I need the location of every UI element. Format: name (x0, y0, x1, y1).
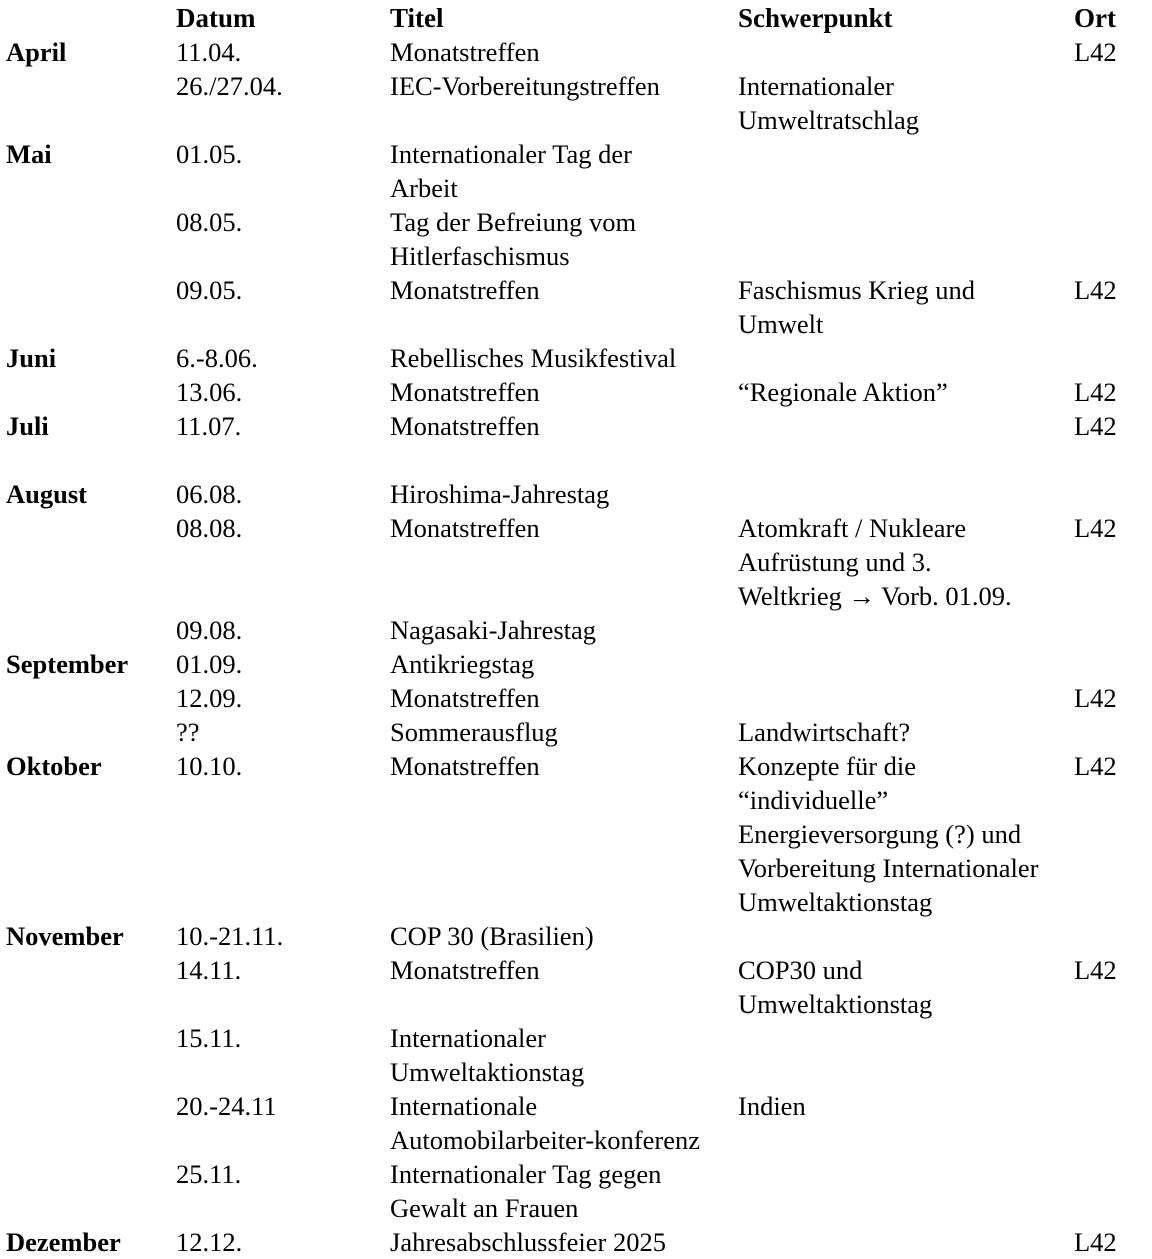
focus-cell (738, 443, 1074, 477)
date-cell: 11.07. (176, 411, 242, 441)
month-cell: Dezember (6, 1227, 121, 1257)
table-row (6, 409, 1146, 443)
focus-cell: COP30 und Umweltaktionstag (738, 955, 933, 1019)
date-cell: 12.09. (176, 683, 243, 713)
date-cell: 06.08. (176, 479, 243, 509)
date-cell: 09.05. (176, 275, 243, 305)
place-cell: L42 (1074, 683, 1117, 713)
focus-cell: Konzepte für die “individuelle” Energieversorgung (?) und Vorbereitung Internationaler Umweltaktionstag (738, 751, 1039, 917)
place-cell (1074, 69, 1146, 137)
place-cell (1074, 443, 1146, 477)
table-row (6, 69, 1146, 137)
title-cell: Antikriegstag (390, 649, 535, 679)
month-cell: November (6, 921, 124, 951)
focus-cell (738, 1157, 1074, 1225)
date-cell: 20.-24.11 (176, 1091, 277, 1121)
table-row (6, 1021, 1146, 1089)
table-row (6, 375, 1146, 409)
date-cell: 13.06. (176, 377, 243, 407)
title-cell: Monatstreffen (390, 411, 540, 441)
date-cell: 11.04. (176, 37, 242, 67)
table-row (6, 613, 1146, 647)
focus-cell: Landwirtschaft? (738, 717, 911, 747)
month-cell (6, 443, 176, 477)
table-row (6, 137, 1146, 205)
month-cell: Oktober (6, 751, 102, 781)
place-cell: L42 (1074, 275, 1117, 305)
focus-cell (738, 647, 1074, 681)
header-place: Ort (1074, 3, 1116, 33)
table-row (6, 1089, 1146, 1157)
header-row (6, 1, 1146, 35)
focus-cell (738, 1021, 1074, 1089)
table-row (6, 749, 1146, 919)
month-cell: September (6, 649, 129, 679)
header-month (6, 1, 176, 35)
table-row (6, 919, 1146, 953)
place-cell: L42 (1074, 411, 1117, 441)
month-cell (6, 1157, 176, 1225)
date-cell: 26./27.04. (176, 71, 283, 101)
table-row (6, 35, 1146, 69)
date-cell: 6.-8.06. (176, 343, 258, 373)
title-cell: COP 30 (Brasilien) (390, 921, 594, 951)
focus-cell: Internationaler Umweltratschlag (738, 71, 920, 135)
month-cell (6, 511, 176, 613)
date-cell: 15.11. (176, 1023, 242, 1053)
title-cell: Rebellisches Musikfestival (390, 343, 677, 373)
date-cell: 14.11. (176, 955, 242, 985)
title-cell: Internationaler Umweltaktionstag (390, 1023, 585, 1087)
table-row (6, 511, 1146, 613)
table-row (6, 443, 1146, 477)
focus-cell (738, 477, 1074, 511)
place-cell (1074, 1089, 1146, 1157)
date-cell: 08.08. (176, 513, 243, 543)
month-cell (6, 953, 176, 1021)
date-cell: 01.05. (176, 139, 243, 169)
date-cell (176, 443, 390, 477)
focus-cell (738, 205, 1074, 273)
month-cell (6, 1021, 176, 1089)
table-row (6, 1157, 1146, 1225)
place-cell (1074, 1157, 1146, 1225)
month-cell (6, 69, 176, 137)
focus-cell (738, 341, 1074, 375)
title-cell: IEC-Vorbereitungstreffen (390, 71, 660, 101)
date-cell: 10.-21.11. (176, 921, 284, 951)
place-cell (1074, 715, 1146, 749)
title-cell: Monatstreffen (390, 37, 540, 67)
place-cell: L42 (1074, 513, 1117, 543)
table-row (6, 341, 1146, 375)
table-row (6, 953, 1146, 1021)
focus-cell: Atomkraft / Nukleare Aufrüstung und 3. Weltkrieg → Vorb. 01.09. (738, 513, 1012, 611)
date-cell: ?? (176, 717, 200, 747)
place-cell (1074, 477, 1146, 511)
month-cell: August (6, 479, 88, 509)
title-cell (390, 443, 738, 477)
title-cell: Nagasaki-Jahrestag (390, 615, 597, 645)
focus-cell (738, 1225, 1074, 1259)
month-cell: April (6, 37, 67, 67)
place-cell: L42 (1074, 751, 1117, 781)
title-cell: Monatstreffen (390, 683, 540, 713)
title-cell: Internationale Automobilarbeiter-konferenz (390, 1091, 700, 1155)
place-cell: L42 (1074, 37, 1117, 67)
focus-cell (738, 613, 1074, 647)
month-cell (6, 715, 176, 749)
month-cell (6, 205, 176, 273)
title-cell: Monatstreffen (390, 751, 540, 781)
month-cell (6, 613, 176, 647)
title-cell: Internationaler Tag gegen Gewalt an Frauen (390, 1159, 662, 1223)
table-row (6, 1225, 1146, 1259)
table-row (6, 205, 1146, 273)
title-cell: Jahresabschlussfeier 2025 (390, 1227, 666, 1257)
place-cell (1074, 613, 1146, 647)
focus-cell (738, 919, 1074, 953)
month-cell (6, 1089, 176, 1157)
place-cell (1074, 1021, 1146, 1089)
focus-cell (738, 409, 1074, 443)
month-cell (6, 681, 176, 715)
title-cell: Monatstreffen (390, 513, 540, 543)
title-cell: Hiroshima-Jahrestag (390, 479, 610, 509)
month-cell (6, 273, 176, 341)
month-cell: Juli (6, 411, 49, 441)
date-cell: 25.11. (176, 1159, 242, 1189)
place-cell: L42 (1074, 955, 1117, 985)
header-focus: Schwerpunkt (738, 3, 893, 33)
month-cell (6, 375, 176, 409)
title-cell: Monatstreffen (390, 377, 540, 407)
focus-cell: Faschismus Krieg und Umwelt (738, 275, 976, 339)
date-cell: 10.10. (176, 751, 243, 781)
title-cell: Monatstreffen (390, 955, 540, 985)
place-cell (1074, 647, 1146, 681)
schedule-table (6, 1, 1146, 1259)
date-cell: 12.12. (176, 1227, 243, 1257)
date-cell: 01.09. (176, 649, 243, 679)
place-cell (1074, 919, 1146, 953)
schedule-body (6, 35, 1146, 1259)
table-row (6, 715, 1146, 749)
focus-cell: Indien (738, 1091, 806, 1121)
date-cell: 08.05. (176, 207, 243, 237)
table-row (6, 477, 1146, 511)
table-row (6, 647, 1146, 681)
place-cell: L42 (1074, 377, 1117, 407)
focus-cell (738, 681, 1074, 715)
place-cell (1074, 205, 1146, 273)
title-cell: Tag der Befreiung vom Hitlerfaschismus (390, 207, 637, 271)
title-cell: Sommerausflug (390, 717, 558, 747)
header-date: Datum (176, 3, 256, 33)
place-cell (1074, 341, 1146, 375)
place-cell (1074, 137, 1146, 205)
focus-cell (738, 137, 1074, 205)
table-row (6, 273, 1146, 341)
place-cell: L42 (1074, 1227, 1117, 1257)
table-row (6, 681, 1146, 715)
title-cell: Monatstreffen (390, 275, 540, 305)
header-title: Titel (390, 3, 444, 33)
focus-cell: “Regionale Aktion” (738, 377, 948, 407)
title-cell: Internationaler Tag der Arbeit (390, 139, 632, 203)
focus-cell (738, 35, 1074, 69)
month-cell: Mai (6, 139, 52, 169)
date-cell: 09.08. (176, 615, 243, 645)
month-cell: Juni (6, 343, 57, 373)
